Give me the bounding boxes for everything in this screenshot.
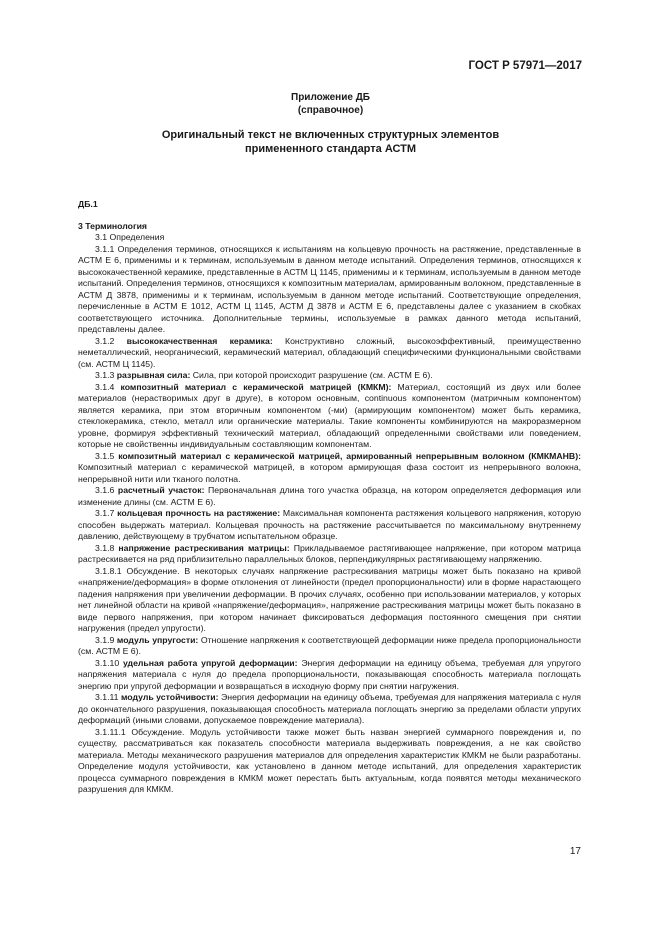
- para-num: 3.1.9: [95, 634, 115, 645]
- term: удельная работа упругой деформации:: [122, 657, 298, 668]
- para-3-1-8-1: 3.1.8.1 Обсуждение. В некоторых случаях напряжение растрескивания матрицы может быть показано на кривой «напряжение/деформация» в форме отклонения от линейности (предел пропорциональности) или в форме нарастающего падения напряжения при увеличении деформации. В прочих случаях, особенно при использовании материалов, у которых нет линейной области на кривой «напряжение/деформация», напряжение растрескивания матрицы может быть показано в виде первого напряжения, при котором начинает фиксироваться деформация постоянного смещения при снятии нагружения (предел упругости).: [78, 565, 581, 633]
- term: композитный материал с керамической матрицей, армированный непрерывным волокном (КМКМАНВ):: [118, 450, 581, 461]
- para-num: 3.1.11: [95, 692, 119, 702]
- para-3-1-10: [78, 658, 581, 693]
- para-num: 3.1.8: [95, 542, 115, 553]
- para-num: 3.1.7: [95, 508, 115, 518]
- para-3-1-4: [78, 382, 581, 451]
- definition: Максимальная компонента растяжения кольцевого напряжения, которую способен выдержать материал. Кольцевая прочность на растяжение рассчитывается по максимальному внутреннему давлению, действующему в трубчатом испытательном образце.: [78, 508, 581, 541]
- term: расчетный участок:: [117, 485, 205, 495]
- definition: Материал, состоящий из двух или более материалов (нерастворимых друг в друге), в котором основным, continuous компонентом (матричным компонентом) является керамика, при этом вторичным компонентом (-ми) (армирующим компонентом) может быть керамика, стеклокерамика, стекло, металл или органические материалы. Такие компоненты комбинируются на макроразмерном уровне, формируя эффективный технический материал, обладающий определенными свойствами или поведением, которые не свойственны индивидуальным составляющим компонентам.: [78, 381, 581, 449]
- standard-code: ГОСТ Р 57971—2017: [468, 60, 582, 72]
- section-id: ДБ.1: [78, 199, 98, 209]
- term: напряжение растрескивания матрицы:: [118, 542, 290, 553]
- para-3-1-1: 3.1.1 Определения терминов, относящихся к испытаниям на кольцевую прочность на растяжение, представленные в АСТМ Е 6, применимы и к терминам, используемым в данном методе испытаний. Определения терминов, относящихся к высококачественной керамике, представленные в АСТМ Ц 1145, применимы и к терминам, используемым в данном методе испытаний. Определения терминов, относящихся к композитным материалам, армированным волокном, представленные в АСТМ Д 3878, применимы и к терминам, используемым в данном методе испытаний. Соответствующие определения, перечисленные в АСТМ Е 1012, АСТМ Ц 1145, АСТМ Д 3878 и АСТМ Е 6, представлены далее с указанием в скобках соответствующего источника. Дополнительные термины, используемые в рамках данного метода испытаний, представлены далее.: [78, 243, 581, 334]
- para-num: 3.1.10: [95, 657, 120, 668]
- definition: Сила, при которой происходит разрушение (см. АСТМ Е 6).: [190, 370, 433, 380]
- definition: Отношение напряжения к соответствующей деформации ниже предела пропорциональности (см. АСТМ Е 6).: [78, 634, 581, 656]
- definition: Энергия деформации на единицу объема, требуемая для напряжения материала с нуля до окончательного разрушения, показывающая способность материала поглощать энергию за пределами области упругих деформаций (иными словами, допускаемое повреждение материала).: [78, 692, 581, 725]
- para-num: 3.1.6: [95, 485, 115, 495]
- appendix-title: Приложение ДБ: [291, 92, 370, 103]
- definition: Энергия деформации на единицу объема, требуемая для упругого напряжения материала с нуля до предела пропорциональности, показывающая способность материала поглощать энергию при упругой деформации и возвращаться в исходную форму при снятии нагружения.: [78, 657, 581, 691]
- body-text: [78, 199, 581, 796]
- section-title: 3 Терминология: [78, 220, 147, 231]
- definition: Композитный материал с керамической матрицей, в котором армирующая фаза состоит из непрерывного волокна, непрерывной нити или тканого полотна.: [78, 462, 581, 484]
- definition: Первоначальная длина того участка образца, на котором определяется деформация или изменение длины (см. АСТМ Е 6).: [78, 485, 581, 507]
- definition: Прикладываемое растягивающее напряжение, при котором матрица растрескивается на ряд приблизительно параллельных блоков, перпендикулярных растягивающему напряжению.: [78, 542, 581, 564]
- term: разрывная сила:: [116, 370, 191, 380]
- para-3-1-8: [78, 543, 581, 566]
- appendix-subtitle: (справочное): [297, 105, 364, 116]
- term: высококачественная керамика:: [126, 335, 273, 346]
- term: модуль устойчивости:: [121, 692, 219, 702]
- para-3-1-2: [78, 336, 581, 371]
- para-num: 3.1.3: [95, 370, 115, 380]
- term: кольцевая прочность на растяжение:: [117, 508, 281, 518]
- para-3-1-5: [78, 451, 581, 486]
- definition: Конструктивно сложный, высокоэффективный, преимущественно неметаллический, неорганический, керамический материал, обладающий специфическими функциональными свойствами (см. АСТМ Ц 1145).: [78, 335, 581, 369]
- page-number: 17: [569, 846, 581, 857]
- term: композитный материал с керамической матрицей (КМКМ):: [120, 381, 392, 392]
- para-3-1-3: [78, 370, 581, 382]
- para-3-1-9: [78, 635, 581, 658]
- para-num: 3.1.5: [95, 450, 115, 461]
- para-num: 3.1.2: [95, 335, 115, 346]
- para-3-1: 3.1 Определения: [95, 232, 165, 242]
- appendix-heading-line1: Оригинальный текст не включенных структурных элементов: [161, 129, 500, 141]
- para-3-1-11-1: 3.1.11.1 Обсуждение. Модуль устойчивости также может быть назван энергией суммарного повреждения и, по существу, рассматриваться как показатель способности материала выдерживать повреждения, а не как свойство материала. Методы механического разрушения материалов для определения характеристик КМКМ не были разработаны. Определение модуля устойчивости, как установлено в данном методе испытаний, для определения характеристик процесса суммарного повреждения в КМКМ может перестать быть актуальным, когда появятся методы механического разрушения для КМКМ.: [78, 726, 581, 794]
- para-3-1-6: [78, 485, 581, 508]
- para-3-1-11: [78, 692, 581, 727]
- para-num: 3.1.4: [95, 381, 115, 392]
- para-3-1-7: [78, 508, 581, 543]
- appendix-heading-line2: примененного стандарта АСТМ: [244, 143, 417, 155]
- term: модуль упругости:: [116, 634, 199, 645]
